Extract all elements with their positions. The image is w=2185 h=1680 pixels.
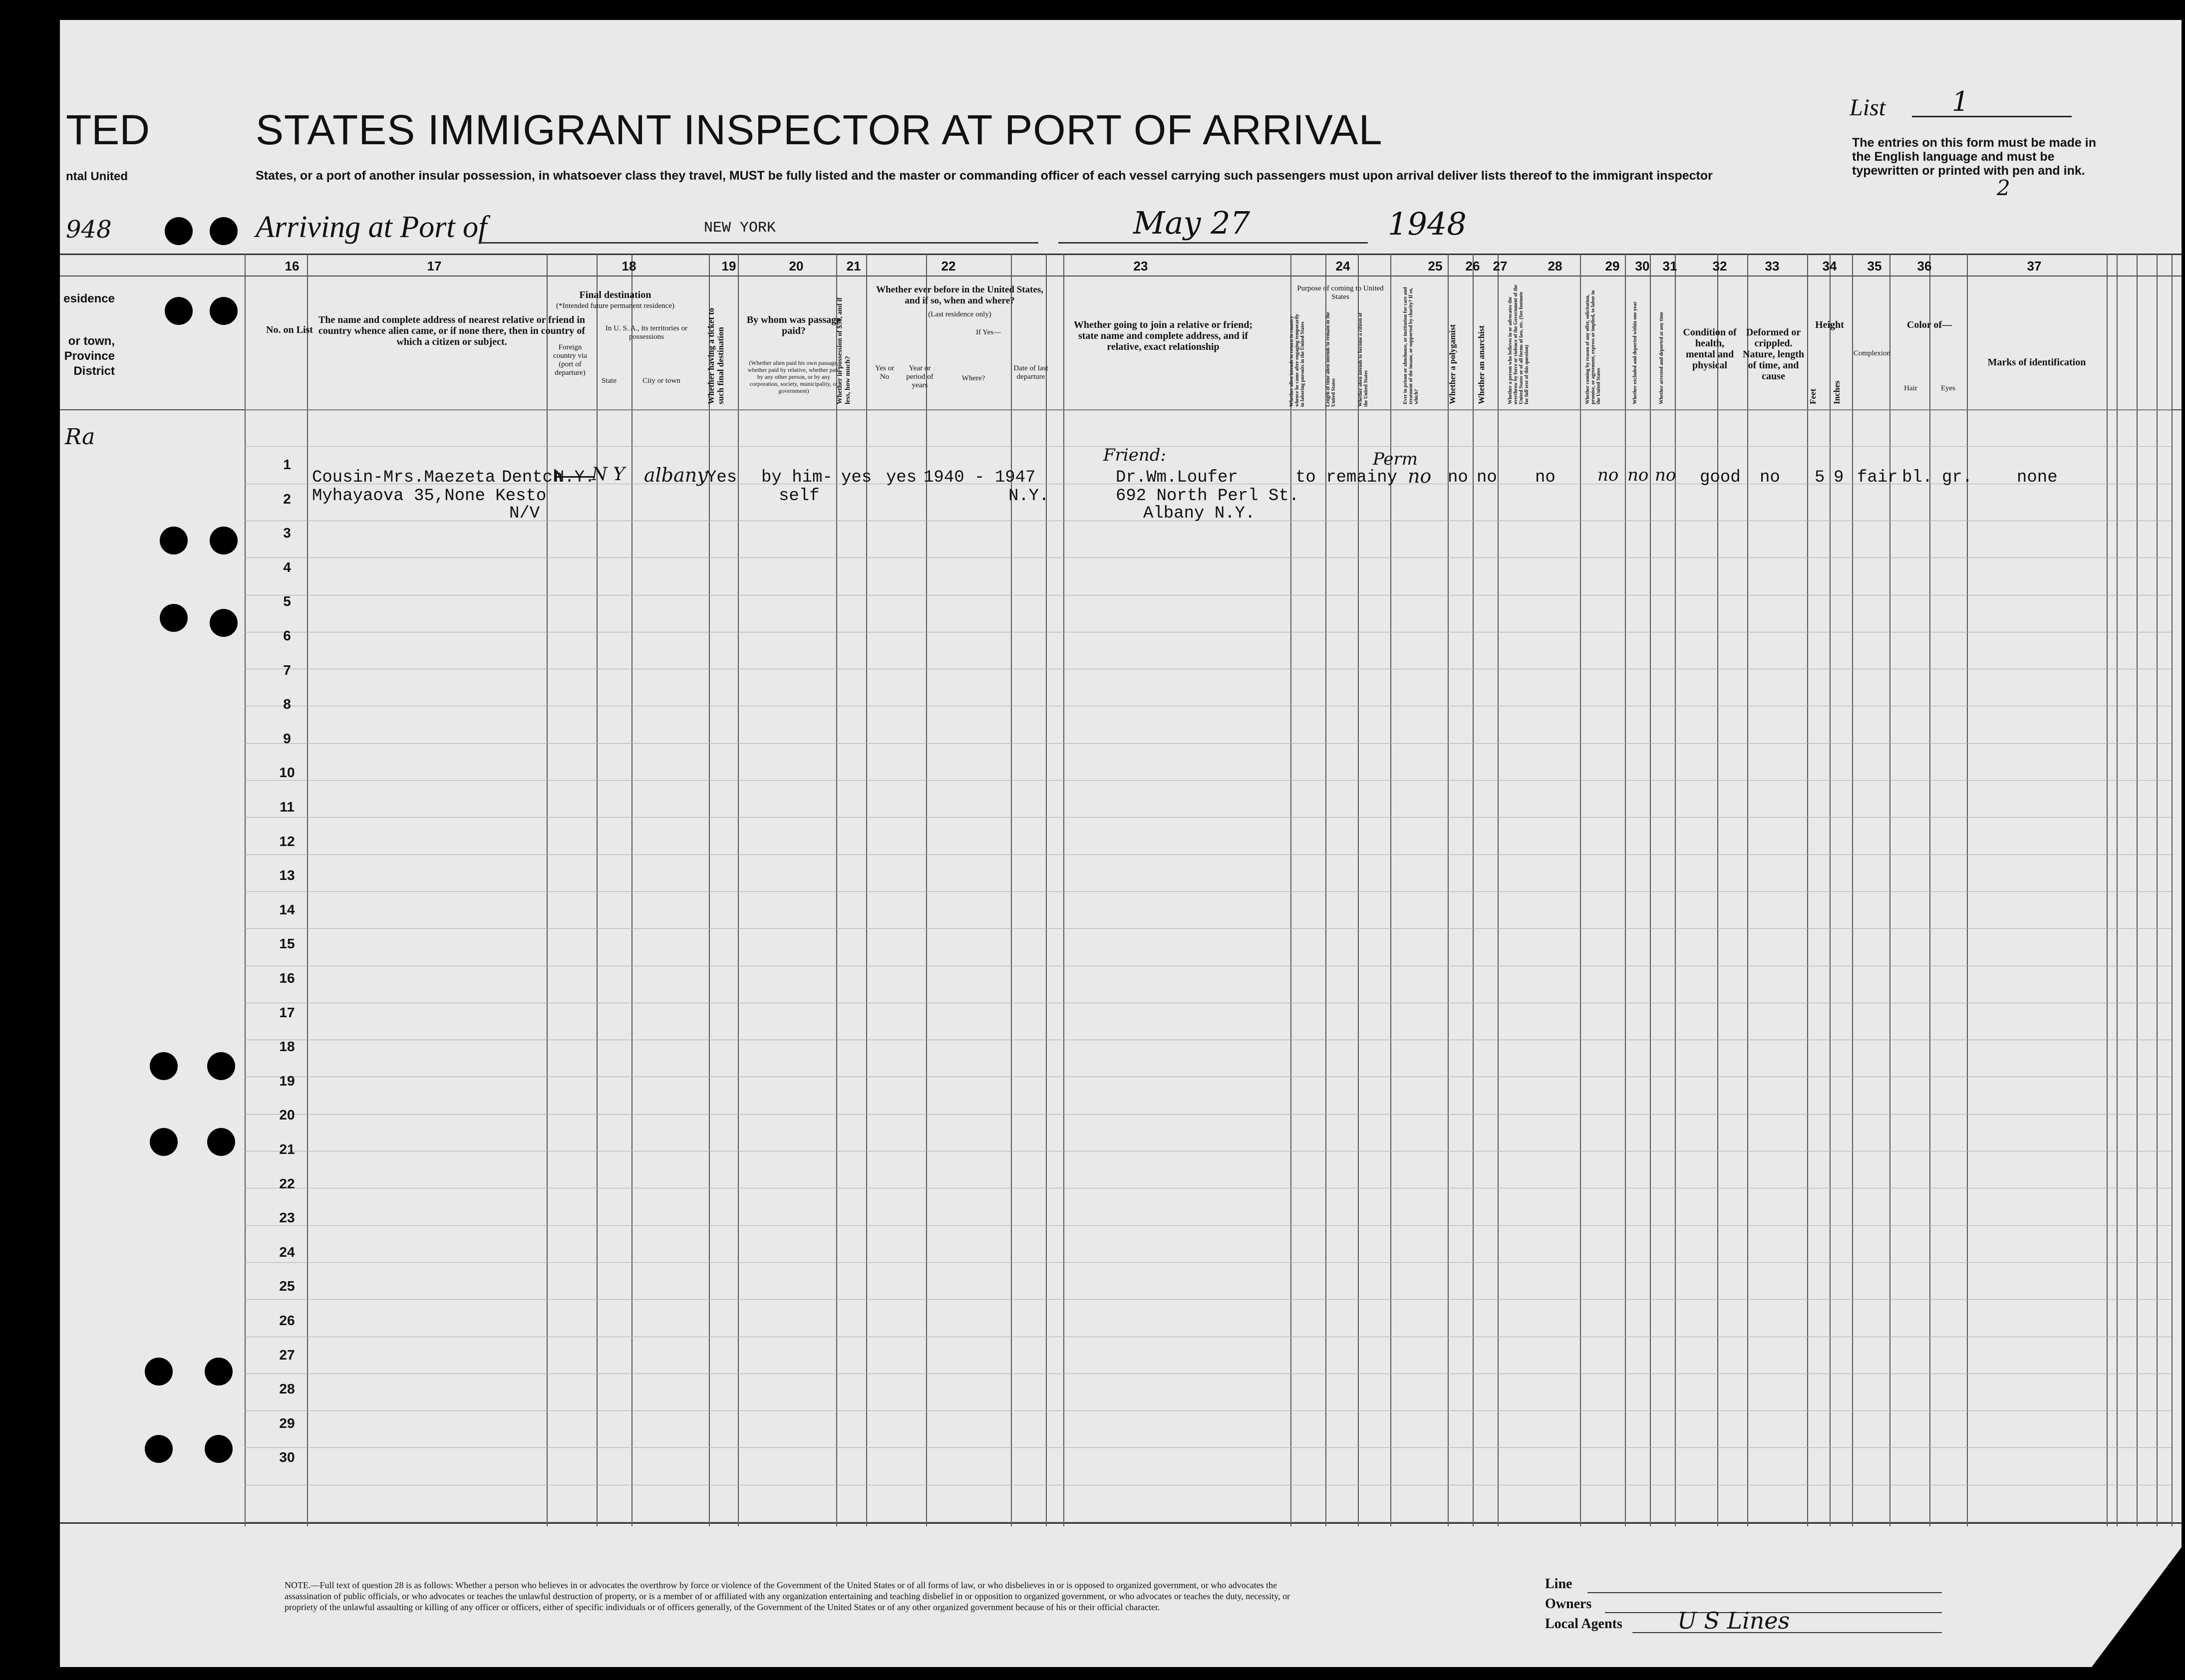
- col-20-number: 20: [789, 259, 804, 274]
- row-rule: [245, 743, 2172, 744]
- entry-inches: 9: [1834, 468, 1844, 487]
- column-rule: [1448, 254, 1449, 1526]
- entry-q31: no: [1655, 465, 1676, 485]
- row-rule: [245, 891, 2172, 892]
- left-district-label: District: [73, 364, 115, 378]
- entry-anarchist: no: [1477, 468, 1497, 487]
- row-number: 8: [283, 696, 291, 712]
- entry-marks: none: [2017, 468, 2058, 487]
- entry-deformed: no: [1760, 468, 1780, 487]
- column-rule: [1747, 254, 1748, 1526]
- column-rule: [1046, 254, 1047, 1526]
- col-25-number: 25: [1428, 259, 1443, 274]
- entry-feet: 5: [1815, 468, 1825, 487]
- column-rule: [1889, 254, 1890, 1526]
- hdr-final-destination-note: (*Intended future permanent residence): [556, 302, 674, 310]
- form-instructions: The entries on this form must be made in the English language and must be typewritten or printed with pen and ink.: [1852, 136, 2096, 178]
- row-number: 3: [283, 525, 291, 541]
- punch-hole: [150, 1052, 178, 1080]
- column-rule: [1063, 254, 1064, 1526]
- row-number: 25: [279, 1278, 295, 1294]
- hdr-date-last: Date of last departure: [1013, 364, 1048, 381]
- entry-ticket: Yes: [706, 468, 737, 487]
- hdr-height: Height: [1815, 319, 1844, 330]
- row-number: 1: [283, 457, 291, 472]
- hdr-if-yes: If Yes—: [975, 328, 1001, 336]
- hdr-hair: Hair: [1904, 384, 1917, 392]
- column-rule: [1852, 254, 1853, 1526]
- column-rule: [2157, 254, 2158, 1526]
- row-number: 17: [279, 1004, 295, 1020]
- column-rule: [2117, 254, 2118, 1526]
- row-rule: [245, 817, 2172, 818]
- punch-hole: [210, 527, 238, 555]
- table-bottom-rule: [60, 1522, 2182, 1524]
- column-rule: [1967, 254, 1968, 1526]
- row-number: 19: [279, 1073, 295, 1089]
- col-17-number: 17: [427, 259, 442, 274]
- hdr-polygamist: Whether a polygamist: [1448, 324, 1457, 404]
- entry-eyes: gr.: [1942, 468, 1973, 487]
- hdr-money: Whether in possession of $50, and if less, how much?: [836, 297, 852, 404]
- row-number: 30: [279, 1449, 295, 1465]
- row-rule: [245, 1410, 2172, 1411]
- arriving-label: Arriving at Port of: [256, 210, 487, 244]
- column-rule: [631, 254, 632, 1526]
- entry-relative-line2: Myhayaova 35,None Kesto: [312, 487, 547, 506]
- column-rule: [307, 254, 308, 1526]
- form-subtitle: States, or a port of another insular possession, in whatsoever class they travel, MUST be fully listed and the master or commanding officer of each vessel carrying such passengers must upon arrival deliver lists thereof to the immigrant inspector: [256, 169, 1713, 183]
- col-36-number: 36: [1917, 259, 1932, 274]
- hdr-foreign-country: Foreign country via (port of departure): [553, 343, 587, 377]
- column-rule: [709, 254, 710, 1526]
- entry-q29: no: [1597, 465, 1619, 485]
- row-rule: [245, 1225, 2172, 1226]
- row-number: 24: [279, 1244, 295, 1260]
- punch-hole: [205, 1435, 233, 1463]
- punch-hole: [210, 297, 238, 325]
- hdr-purpose-a: Whether alien intends to return to country whence he came after engaging temporarily in laboring pursuits in the United States: [1289, 313, 1305, 407]
- column-rule: [836, 254, 837, 1526]
- column-rule: [1580, 254, 1581, 1526]
- hdr-q28: Whether a person who believes in or advocates the overthrow by force or violence of the Government of the United States or of all forms of law, etc. (See footnote for full text of this question): [1508, 284, 1530, 404]
- list-number-line: [1912, 116, 2072, 117]
- left-town-label: or town,: [68, 334, 115, 348]
- left-title-fragment: TED: [66, 106, 150, 153]
- row-number: 2: [283, 491, 291, 507]
- line-label: Line: [1545, 1576, 1572, 1592]
- left-stamp-year: 948: [66, 216, 112, 244]
- row-number: 13: [279, 867, 295, 883]
- column-rule: [1929, 254, 1930, 1526]
- column-rule: [1807, 254, 1808, 1526]
- row-rule: [245, 1299, 2172, 1300]
- header-top-rule: [60, 254, 2182, 255]
- entry-health: good: [1700, 468, 1741, 487]
- column-rule: [597, 254, 598, 1526]
- entry-ever-before: yes: [886, 468, 917, 487]
- left-residence-label: esidence: [63, 292, 115, 305]
- hdr-no-on-list: No. on List: [266, 324, 313, 335]
- col-24-number: 24: [1335, 259, 1350, 274]
- entry-q28: no: [1535, 468, 1556, 487]
- col-23-number: 23: [1133, 259, 1148, 274]
- row-number: 18: [279, 1039, 295, 1055]
- hdr-state: State: [602, 377, 617, 385]
- row-number: 23: [279, 1210, 295, 1226]
- hdr-final-destination: Final destination: [579, 289, 651, 300]
- row-number: 11: [280, 799, 295, 815]
- row-number: 14: [279, 901, 295, 917]
- col-19-number: 19: [721, 259, 736, 274]
- hdr-feet: Feet: [1808, 388, 1818, 404]
- row-number: 4: [283, 559, 291, 575]
- hdr-deformed: Deformed or crippled. Nature, length of time, and cause: [1743, 327, 1804, 382]
- entry-polygamist: no: [1448, 468, 1468, 487]
- port-line: [479, 242, 1038, 244]
- hdr-in-usa: In U. S. A., its territories or possessions: [605, 324, 688, 341]
- col-21-number: 21: [846, 259, 861, 274]
- col-33-number: 33: [1765, 259, 1780, 274]
- hdr-by-whom: By whom was passage paid?: [746, 314, 841, 336]
- date-line: [1058, 242, 1368, 244]
- row-rule: [245, 1262, 2172, 1263]
- punch-hole: [150, 1128, 178, 1156]
- entry-paid-by-line2: self: [779, 487, 820, 506]
- local-agents-handwritten: U S Lines: [1677, 1607, 1790, 1634]
- column-rule: [2172, 254, 2173, 1526]
- row-number: 16: [279, 970, 295, 986]
- column-rule: [2137, 254, 2138, 1526]
- hdr-purpose: Purpose of coming to United States: [1297, 284, 1384, 301]
- hdr-city: City or town: [642, 377, 680, 385]
- hdr-inches: Inches: [1832, 380, 1842, 404]
- hdr-yes-no: Yes or No: [875, 364, 895, 381]
- col-16-number: 16: [285, 259, 300, 274]
- column-rule: [1717, 254, 1718, 1526]
- hdr-prison: Ever in prison or almshouse, or institution for care and treatment of the insane, or supported by charity? If so, which?: [1403, 287, 1419, 404]
- left-handwritten-note: Ra: [65, 424, 95, 450]
- hdr-color-of: Color of—: [1906, 319, 1952, 330]
- punch-hole: [145, 1435, 173, 1463]
- entry-years: 1940 - 1947: [924, 468, 1036, 487]
- row-rule: [245, 780, 2172, 781]
- col-27-number: 27: [1493, 259, 1508, 274]
- page-number: 2: [1997, 176, 2010, 200]
- hdr-nearest-relative: The name and complete address of nearest relative or friend in country whence alien came, or if none there, then in country of which a citizen or subject.: [318, 314, 586, 347]
- entry-prison: no: [1408, 465, 1432, 487]
- entry-where: N.Y.: [1008, 487, 1049, 506]
- hdr-eyes: Eyes: [1940, 384, 1956, 392]
- hdr-complexion: Complexion: [1853, 349, 1891, 357]
- row-rule: [245, 1447, 2172, 1448]
- punch-hole: [205, 1358, 233, 1386]
- left-subtitle-fragment: ntal United: [66, 170, 128, 183]
- column-rule: [2107, 254, 2108, 1526]
- column-rule: [1390, 254, 1391, 1526]
- line-field: [1587, 1592, 1942, 1593]
- row-number: 28: [279, 1381, 295, 1397]
- row-number: 9: [283, 730, 291, 746]
- entry-q30: no: [1627, 465, 1649, 485]
- row-rule: [245, 1114, 2172, 1115]
- row-number: 20: [279, 1107, 295, 1123]
- col-18-number: 18: [622, 259, 636, 274]
- entry-relation-hand: Friend:: [1103, 445, 1166, 465]
- entry-relative-line3: N/V: [509, 504, 540, 523]
- punch-hole: [165, 217, 193, 245]
- manifest-page: [60, 20, 2182, 1667]
- local-agents-label: Local Agents: [1545, 1616, 1622, 1632]
- punch-hole: [165, 297, 193, 325]
- col-31-number: 31: [1662, 259, 1677, 274]
- row-rule: [245, 446, 2172, 447]
- row-number: 7: [283, 662, 291, 678]
- arrival-year: 1948: [1388, 206, 1467, 242]
- column-rule: [1830, 254, 1831, 1526]
- punch-hole: [160, 604, 188, 632]
- column-rule: [245, 254, 246, 1526]
- list-number: 1: [1952, 86, 1969, 117]
- column-rule: [1290, 254, 1291, 1526]
- hdr-purpose-b: Length of time alien intends to remain in the United States: [1325, 312, 1336, 407]
- arrival-date: May 27: [1133, 205, 1250, 241]
- hdr-q30: Whether excluded and deported within one year: [1632, 301, 1638, 404]
- entry-join-line2: 692 North Perl St.: [1116, 487, 1299, 506]
- entry-relative-line1: Cousin-Mrs.Maezeta: [312, 468, 496, 487]
- hdr-ticket: Whether having a ticket to such final destination: [706, 307, 725, 404]
- entry-join-line1: Dr.Wm.Loufer: [1116, 468, 1238, 487]
- left-province-label: Province: [64, 349, 115, 363]
- col-28-number: 28: [1548, 259, 1562, 274]
- col-37-number: 37: [2027, 259, 2042, 274]
- punch-hole: [160, 527, 188, 555]
- punch-hole: [210, 609, 238, 637]
- row-number: 26: [279, 1313, 295, 1328]
- hdr-ever-before: Whether ever before in the United States, and if so, when and where?: [876, 284, 1044, 306]
- hdr-marks: Marks of identification: [1987, 357, 2086, 368]
- hdr-joining: Whether going to join a relative or friend; state name and complete address, and if relative, exact relationship: [1073, 319, 1253, 352]
- col-34-number: 34: [1822, 259, 1837, 274]
- hdr-last-residence: (Last residence only): [928, 310, 991, 318]
- list-label: List: [1850, 94, 1886, 121]
- row-number: 15: [279, 936, 295, 952]
- col-26-number: 26: [1465, 259, 1480, 274]
- column-rule: [1325, 254, 1326, 1526]
- hdr-purpose-c: Whether alien intends to become a citizen of the United States: [1358, 312, 1369, 407]
- entry-state: N Y: [592, 464, 625, 485]
- column-rule: [926, 254, 927, 1526]
- column-rule: [866, 254, 867, 1526]
- row-number: 10: [279, 765, 295, 781]
- hdr-year-period: Year or period of years: [906, 364, 934, 389]
- punch-hole: [145, 1358, 173, 1386]
- punch-hole: [207, 1052, 235, 1080]
- column-rule: [1498, 254, 1499, 1526]
- hdr-q31: Whether arrested and deported at any time: [1659, 311, 1664, 404]
- row-number: 22: [279, 1175, 295, 1191]
- hdr-by-whom-note: (Whether alien paid his own passage, whether paid by relative, whether paid by any other person, or by any corporation, society, municipality, or government): [747, 359, 840, 394]
- footnote-question-28: NOTE.—Full text of question 28 is as follows: Whether a person who believes in or advocates the overthrow by force or violence of the Government of the United States or of all forms of law, or who disbelieves in or is opposed to organized government, or who advocates the assassination of public officials, or who advocates or teaches the unlawful destruction of property, or is a member of or affiliated with any organization entertaining and teaching disbelief in or opposition to organized government, or who advocates or teaches the duty, necessity, or propriety of the unlawful assaulting or killing of any officer or officers, either of specific individuals or of officers generally, of the Government of the United States or of any other organized government because of his or their official character.: [285, 1580, 1290, 1612]
- column-rule: [1650, 254, 1651, 1526]
- column-rule: [547, 254, 548, 1526]
- hdr-health: Condition of health, mental and physical: [1683, 327, 1737, 371]
- row-number: 27: [279, 1347, 295, 1363]
- col-29-number: 29: [1605, 259, 1620, 274]
- entry-state-struck: N.Y.: [554, 468, 595, 487]
- entry-purpose-line: to remainy: [1295, 468, 1398, 487]
- row-number: 29: [279, 1415, 295, 1431]
- column-rule: [1358, 254, 1359, 1526]
- hdr-anarchist: Whether an anarchist: [1477, 325, 1486, 404]
- column-rule: [1675, 254, 1676, 1526]
- entry-money: yes: [841, 468, 872, 487]
- entry-purpose-hand: Perm: [1373, 449, 1418, 469]
- column-rule: [738, 254, 739, 1526]
- row-number: 21: [279, 1141, 295, 1157]
- column-rule: [1011, 254, 1012, 1526]
- column-number-rule: [60, 276, 2182, 277]
- row-rule: [245, 409, 2172, 410]
- port-name: NEW YORK: [704, 220, 776, 237]
- col-30-number: 30: [1635, 259, 1650, 274]
- col-22-number: 22: [941, 259, 956, 274]
- entry-join-line3: Albany N.Y.: [1143, 504, 1255, 523]
- col-35-number: 35: [1867, 259, 1882, 274]
- col-32-number: 32: [1712, 259, 1727, 274]
- form-title: STATES IMMIGRANT INSPECTOR AT PORT OF ARRIVAL: [256, 106, 1383, 153]
- row-number: 6: [283, 628, 291, 643]
- entry-complexion: fair: [1857, 468, 1898, 487]
- entry-foreign-country: Dentch: [502, 468, 563, 487]
- row-number: 5: [283, 593, 291, 609]
- hdr-q29: Whether coming by reason of any offer, solicitation, promise, or agreement, express or implied, to labor in the United States: [1585, 290, 1601, 404]
- punch-hole: [210, 217, 238, 245]
- hdr-where: Where?: [961, 374, 985, 382]
- entry-hair: bl.: [1902, 468, 1933, 487]
- entry-paid-by-line1: by him-: [761, 468, 833, 487]
- row-rule: [245, 854, 2172, 855]
- column-rule: [1473, 254, 1474, 1526]
- owners-label: Owners: [1545, 1596, 1592, 1612]
- entry-city: albany: [644, 464, 708, 486]
- row-number: 12: [279, 833, 295, 849]
- row-rule: [245, 928, 2172, 929]
- column-rule: [1625, 254, 1626, 1526]
- punch-hole: [207, 1128, 235, 1156]
